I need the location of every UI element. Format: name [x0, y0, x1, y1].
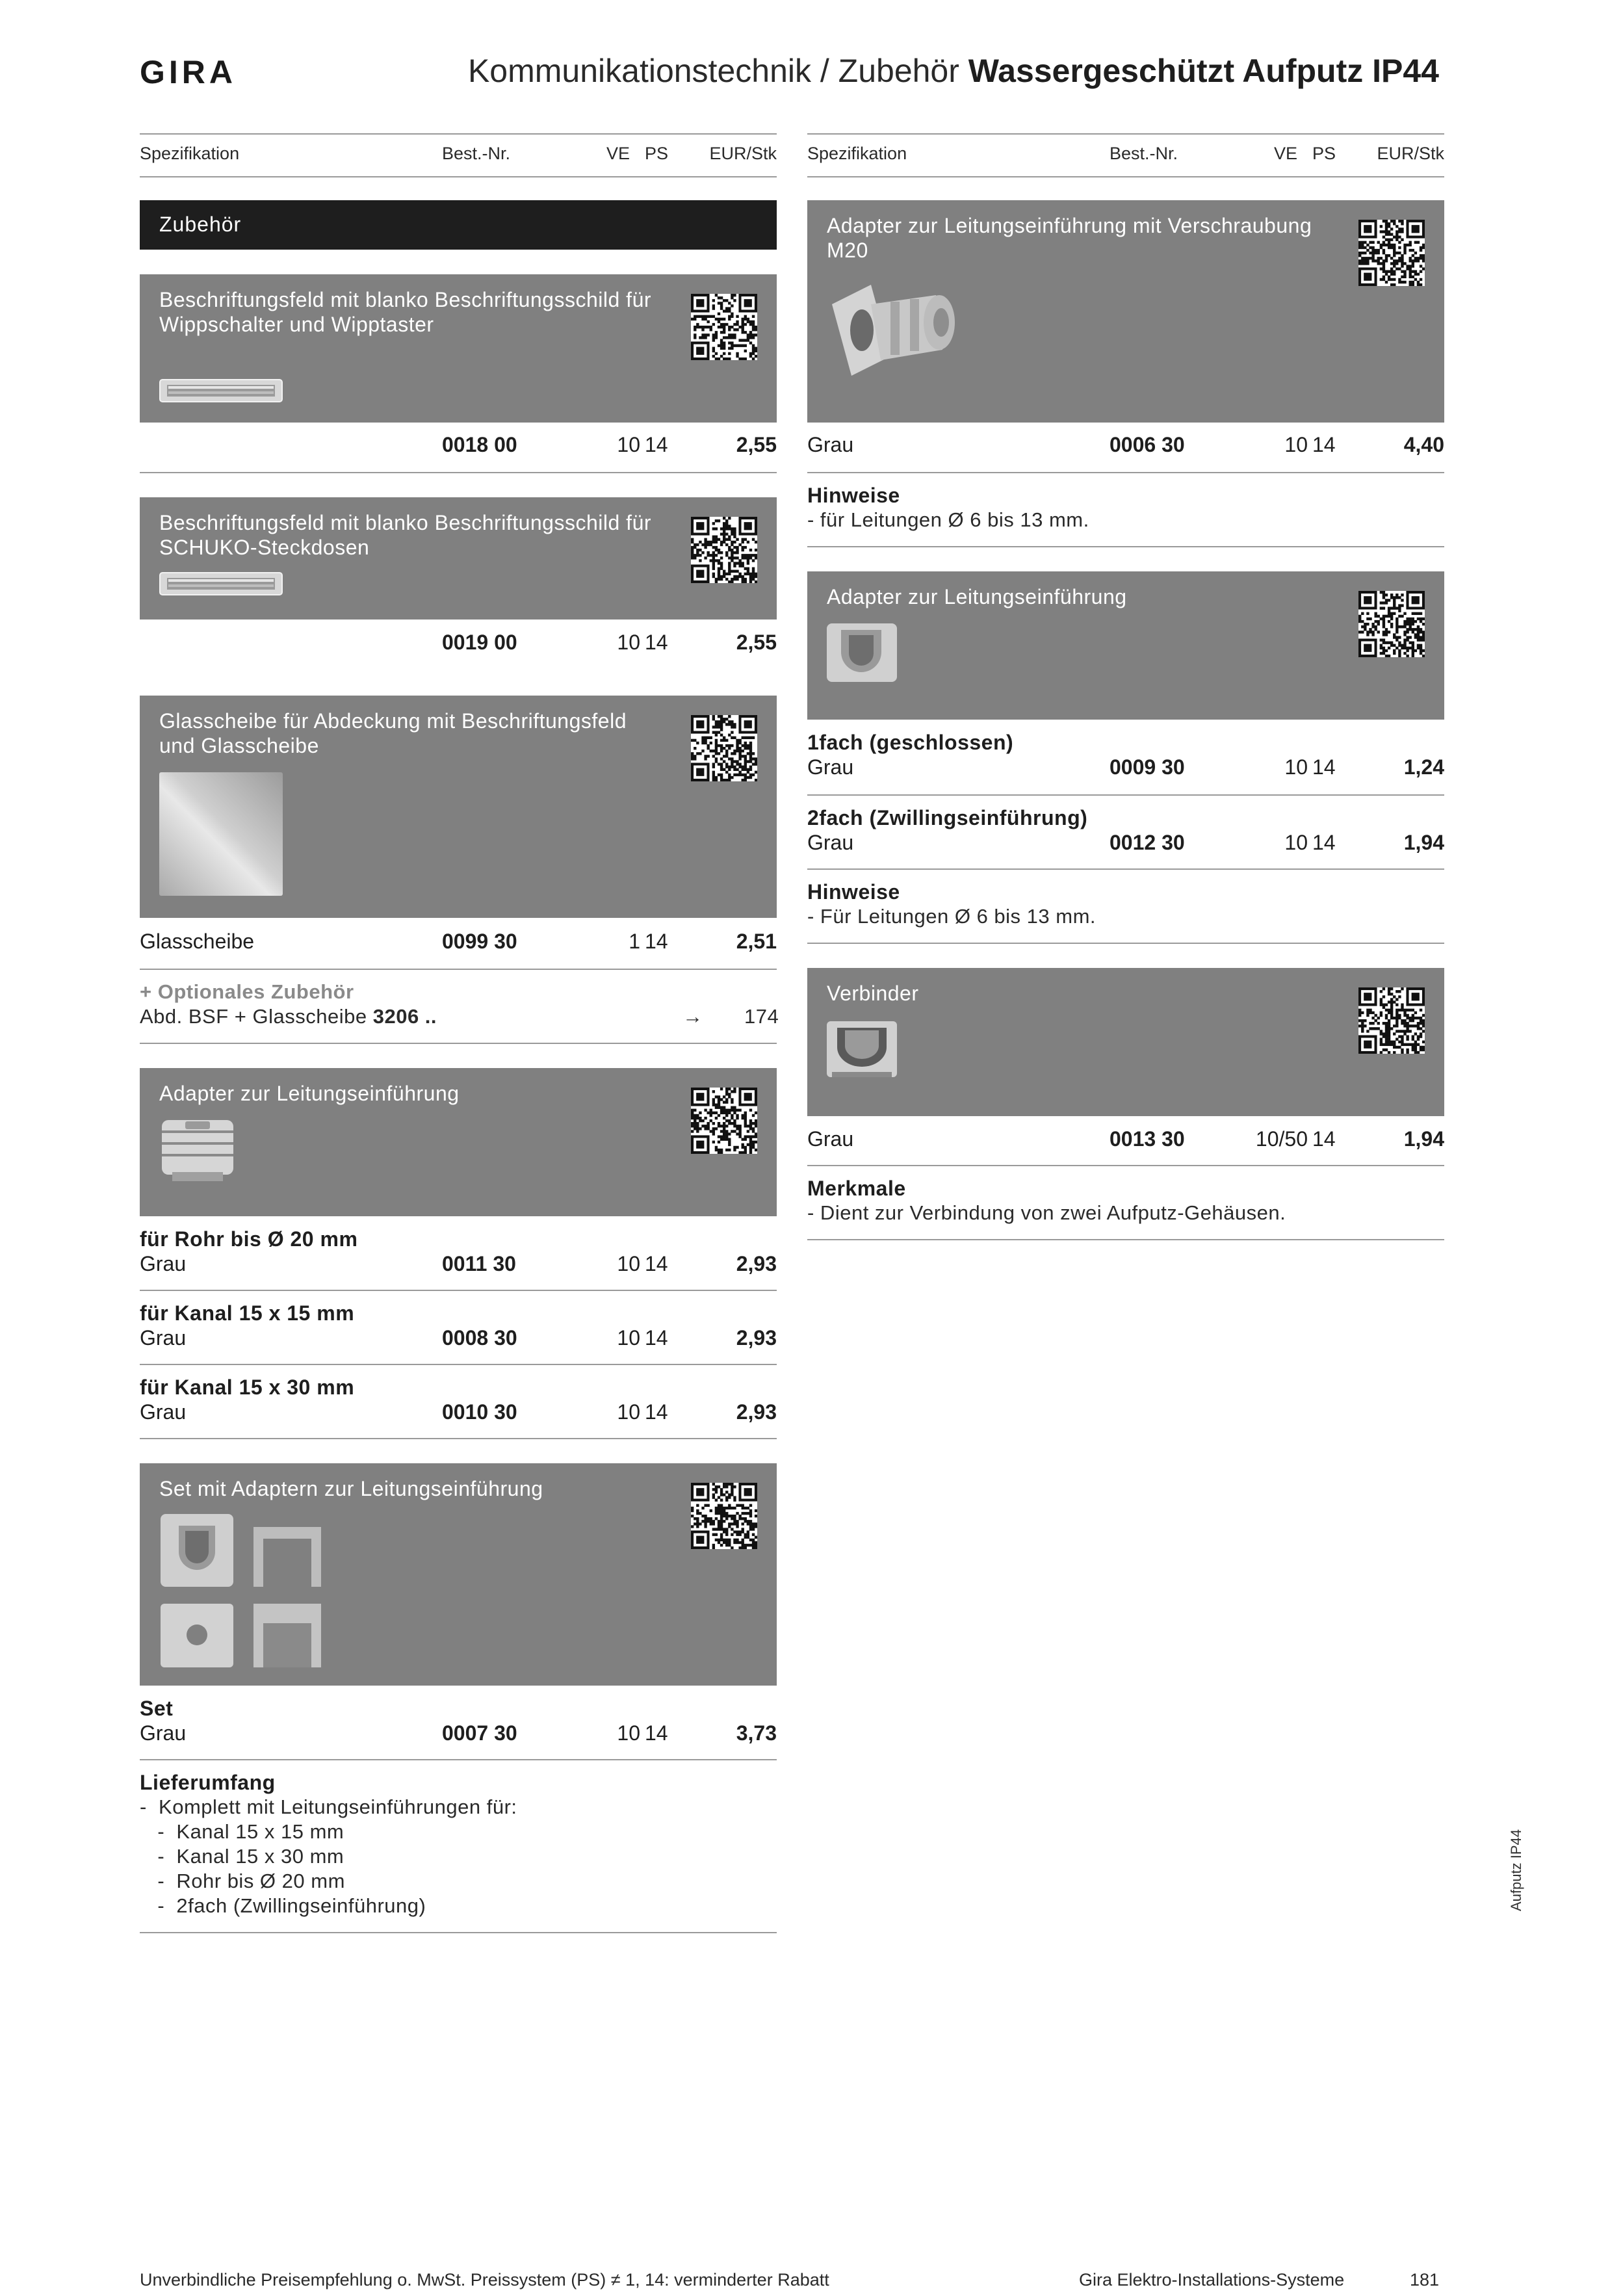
product-title: Adapter zur Leitungseinführung	[827, 585, 1127, 608]
row-ps: 14	[645, 1326, 668, 1350]
row-price: 2,51	[736, 930, 777, 953]
row-nr: 0011 30	[442, 1252, 516, 1275]
scope-item: - Kanal 15 x 15 mm	[140, 1820, 344, 1843]
scope-item: - Rohr bis Ø 20 mm	[140, 1870, 345, 1892]
product-title: Glasscheibe für Abdeckung mit Beschriftungsfeld und Glasscheibe	[159, 709, 627, 757]
row-spec: Grau	[140, 1400, 187, 1424]
row-spec: Grau	[807, 433, 854, 456]
row-spec: Glasscheibe	[140, 930, 255, 953]
row-price: 2,93	[736, 1400, 777, 1424]
row-nr: 0099 30	[442, 930, 517, 953]
product-title: Adapter zur Leitungseinführung mit Verschraubung M20	[827, 214, 1312, 262]
column-header	[807, 133, 1444, 177]
row-ve: 10	[617, 1326, 640, 1350]
product-title: Beschriftungsfeld mit blanko Beschriftungsschild für Wippschalter und Wipptaster	[159, 288, 652, 336]
product-card	[140, 1463, 777, 1686]
row-price: 1,94	[1403, 831, 1444, 854]
row-nr: 0018 00	[442, 433, 517, 456]
label-field-image	[159, 377, 284, 408]
col-eur: EUR/Stk	[1377, 144, 1444, 163]
row-spec: Grau	[140, 1252, 187, 1275]
row-nr: 0013 30	[1110, 1127, 1185, 1151]
col-nr: Best.-Nr.	[1110, 144, 1178, 163]
row-price: 2,93	[736, 1252, 777, 1275]
section-bar	[140, 200, 777, 250]
side-label: Aufputz IP44	[1508, 1829, 1524, 1911]
col-spec: Spezifikation	[140, 144, 240, 163]
product-card	[140, 696, 777, 918]
variant-title: für Kanal 15 x 15 mm	[140, 1301, 355, 1325]
row-nr: 0010 30	[442, 1400, 517, 1424]
row-price: 1,94	[1403, 1127, 1444, 1151]
row-ps: 14	[645, 1400, 668, 1424]
row-nr: 0008 30	[442, 1326, 517, 1350]
col-spec: Spezifikation	[807, 144, 907, 163]
divider	[140, 1364, 777, 1365]
divider	[140, 1759, 777, 1760]
variant-title: Set	[140, 1697, 174, 1720]
row-ve: 10/50	[1255, 1127, 1308, 1151]
product-title: Beschriftungsfeld mit blanko Beschriftungsschild für SCHUKO-Steckdosen	[159, 511, 652, 559]
row-ps: 14	[645, 433, 668, 456]
col-ps: PS	[645, 144, 669, 163]
row-ve: 10	[617, 1252, 640, 1275]
col-ve: VE	[1274, 144, 1298, 163]
variant-title: 2fach (Zwillingseinführung)	[807, 806, 1088, 829]
scope-item: - 2fach (Zwillingseinführung)	[140, 1894, 426, 1917]
row-spec: Grau	[140, 1326, 187, 1350]
variant-title: für Rohr bis Ø 20 mm	[140, 1227, 358, 1251]
row-ve: 1	[629, 930, 640, 953]
product-card	[807, 200, 1444, 423]
row-ps: 14	[1312, 1127, 1336, 1151]
page-header	[468, 52, 1439, 90]
qr-code-icon	[691, 294, 757, 360]
row-price: 2,93	[736, 1326, 777, 1350]
product-title: Set mit Adaptern zur Leitungseinführung	[159, 1477, 543, 1500]
product-card	[140, 497, 777, 620]
footer-brand: Gira Elektro-Installations-Systeme	[1079, 2270, 1345, 2289]
row-nr: 0019 00	[442, 631, 517, 654]
qr-code-icon	[1358, 987, 1425, 1054]
divider	[140, 1438, 777, 1439]
divider	[807, 472, 1444, 473]
row-nr: 0006 30	[1110, 433, 1185, 456]
page-ref-arrow: →	[682, 1005, 703, 1028]
product-card	[807, 571, 1444, 720]
divider	[140, 969, 777, 970]
scope-item: - Komplett mit Leitungseinführungen für:	[140, 1795, 517, 1818]
divider	[807, 1165, 1444, 1166]
row-nr: 0012 30	[1110, 831, 1185, 854]
divider	[140, 1290, 777, 1291]
note-title: Hinweise	[807, 484, 900, 507]
product-card	[807, 968, 1444, 1116]
row-price: 3,73	[736, 1721, 777, 1745]
row-price: 2,55	[736, 631, 777, 654]
divider	[807, 868, 1444, 870]
optional-accessory-nr: 3206 ..	[372, 1005, 437, 1028]
row-ve: 10	[617, 631, 640, 654]
brand-logo: GIRA	[140, 54, 237, 90]
row-ps: 14	[1312, 755, 1336, 779]
qr-code-icon	[691, 1088, 757, 1154]
row-nr: 0009 30	[1110, 755, 1185, 779]
gland-adapter-image	[825, 278, 962, 389]
qr-code-icon	[691, 517, 757, 583]
optional-accessory-name: Abd. BSF + Glasscheibe	[140, 1005, 367, 1028]
row-ve: 10	[617, 1721, 640, 1745]
glass-pane-image	[159, 772, 283, 899]
row-price: 1,24	[1403, 755, 1444, 779]
col-eur: EUR/Stk	[709, 144, 777, 163]
col-nr: Best.-Nr.	[442, 144, 511, 163]
feature-title: Merkmale	[807, 1177, 906, 1200]
adapter-image	[825, 621, 898, 688]
row-ve: 10	[617, 1400, 640, 1424]
row-ve: 10	[1284, 755, 1308, 779]
note-text: - Für Leitungen Ø 6 bis 13 mm.	[807, 905, 1097, 928]
row-ve: 10	[617, 433, 640, 456]
page-number: 181	[1409, 2270, 1439, 2289]
feature-text: - Dient zur Verbindung von zwei Aufputz-Gehäusen.	[807, 1201, 1286, 1224]
divider	[807, 794, 1444, 796]
product-card	[140, 1068, 777, 1216]
row-ps: 14	[645, 1252, 668, 1275]
col-ps: PS	[1312, 144, 1336, 163]
page-ref-link[interactable]: 174	[744, 1005, 779, 1028]
row-spec: Grau	[807, 831, 854, 854]
adapter-set-image	[159, 1513, 322, 1672]
optional-accessory-label: + Optionales Zubehör	[140, 980, 354, 1003]
row-price: 4,40	[1403, 433, 1444, 456]
scope-title: Lieferumfang	[140, 1771, 276, 1794]
note-title: Hinweise	[807, 880, 900, 904]
page-title: Wassergeschützt Aufputz IP44	[968, 53, 1439, 89]
product-title: Adapter zur Leitungseinführung	[159, 1082, 460, 1105]
row-ve: 10	[1284, 433, 1308, 456]
adapter-image	[159, 1117, 236, 1187]
row-ps: 14	[645, 930, 668, 953]
variant-title: für Kanal 15 x 30 mm	[140, 1376, 355, 1399]
divider	[140, 1043, 777, 1044]
qr-code-icon	[691, 1483, 757, 1549]
row-ps: 14	[645, 631, 668, 654]
qr-code-icon	[1358, 591, 1425, 657]
row-price: 2,55	[736, 433, 777, 456]
note-text: - für Leitungen Ø 6 bis 13 mm.	[807, 508, 1089, 531]
divider	[140, 472, 777, 473]
row-spec: Grau	[807, 1127, 854, 1151]
row-spec: Grau	[140, 1721, 187, 1745]
row-spec: Grau	[807, 755, 854, 779]
variant-title: 1fach (geschlossen)	[807, 731, 1014, 754]
qr-code-icon	[1358, 220, 1425, 286]
column-header	[140, 133, 777, 177]
label-field-image	[159, 570, 284, 601]
divider	[807, 546, 1444, 547]
product-card	[140, 274, 777, 423]
row-ps: 14	[1312, 831, 1336, 854]
optional-accessory-text	[140, 1005, 437, 1028]
scope-item: - Kanal 15 x 30 mm	[140, 1845, 344, 1868]
col-ve: VE	[606, 144, 630, 163]
divider	[140, 1932, 777, 1933]
divider	[807, 943, 1444, 944]
row-ps: 14	[645, 1721, 668, 1745]
qr-code-icon	[691, 715, 757, 781]
footer-note: Unverbindliche Preisempfehlung o. MwSt. Preissystem (PS) ≠ 1, 14: verminderter Rabatt	[140, 2270, 829, 2289]
divider	[807, 1239, 1444, 1240]
row-nr: 0007 30	[442, 1721, 517, 1745]
section-title: Zubehör	[159, 213, 242, 236]
connector-image	[825, 1017, 898, 1084]
row-ps: 14	[1312, 433, 1336, 456]
breadcrumb: Kommunikationstechnik / Zubehör	[467, 53, 959, 89]
row-ve: 10	[1284, 831, 1308, 854]
product-title: Verbinder	[827, 982, 919, 1005]
